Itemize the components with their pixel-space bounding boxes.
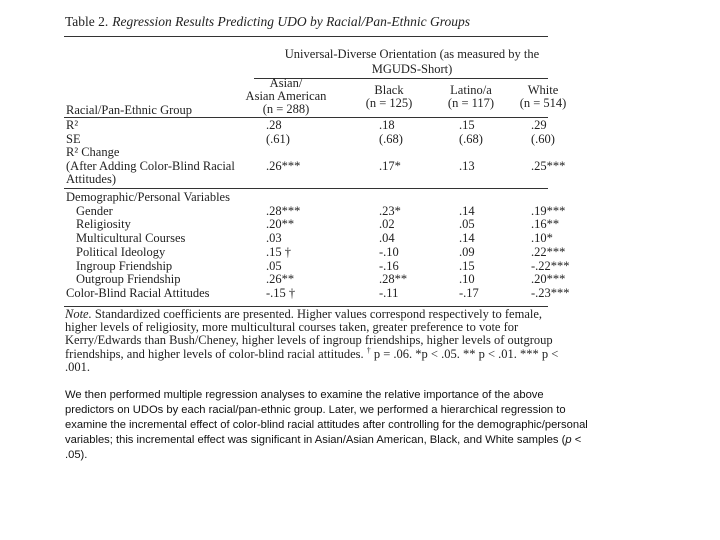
table-cell: (.68) [459,132,483,146]
table-caption [65,14,470,30]
table-cell: (.68) [379,132,403,146]
table-cell: -.22*** [531,259,570,273]
row-label: SE [66,132,81,146]
row-label: R² [66,118,79,132]
column-header: Latino/a (n = 117) [447,83,495,110]
header-rule [64,117,548,118]
table-cell: .26** [266,272,295,286]
table-cell: .20** [266,217,295,231]
dagger-symbol: † [366,345,371,355]
table-cell: .29 [531,118,547,132]
note-text: Standardized coefficients are presented. Higher values correspond respectively to female, higher levels of religiosity, more multicultural courses taken, greater preference to vote for Kerry/Edwards than Bush/Cheney, higher levels of ingroup friendships, higher levels of outgroup friendships, and higher levels of color-blind racial attitudes. [65,307,553,361]
table-cell: .22*** [531,245,566,259]
table-cell: -.16 [379,259,399,273]
note-label: Note. [65,307,92,321]
table-cell: .25*** [531,159,566,173]
table-cell: .10* [531,231,553,245]
table-cell: -.15 † [266,286,296,300]
table-cell: .28** [379,272,408,286]
body-paragraph: We then performed multiple regression analyses to examine the relative importance of the above predictors on UDOs by each racial/pan-ethnic group. Later, we performed a hierarchical regression to examine the incremental effect of color-blind racial attitudes after controlling for the demographic/personal variables; this incremental effect was significant in Asian/Asian American, Black, and White samples (p < .05). [65,389,588,461]
column-header: Black (n = 125) [365,83,413,110]
row-label: Gender [76,204,113,218]
spanner-header: Universal-Diverse Orientation (as measured by the MGUDS-Short) [284,47,540,76]
table-cell: .05 [459,217,475,231]
table-cell: .28*** [266,204,301,218]
table-top-rule [64,36,548,37]
table-cell: .15 [459,259,475,273]
table-cell: .16** [531,217,560,231]
table-cell: .14 [459,231,475,245]
table-cell: -.23*** [531,286,570,300]
table-cell: .20*** [531,272,566,286]
table-cell: .13 [459,159,475,173]
table-title: Regression Results Predicting UDO by Racial/Pan-Ethnic Groups [112,14,470,29]
table-cell: -.11 [379,286,399,300]
row-label: Demographic/Personal Variables [66,190,230,204]
row-label: R² Change [66,145,120,159]
section-rule [64,188,548,189]
row-label: Multicultural Courses [76,231,186,245]
table-cell: .19*** [531,204,566,218]
table-cell: .15 [459,118,475,132]
table-cell: -.17 [459,286,479,300]
table-cell: .23* [379,204,401,218]
table-cell: .03 [266,231,282,245]
table-cell: .09 [459,245,475,259]
table-number: Table 2. [65,14,109,29]
table-cell: .05 [266,259,282,273]
row-label: Outgroup Friendship [76,272,181,286]
row-header: Racial/Pan-Ethnic Group [66,103,193,117]
row-label: Ingroup Friendship [76,259,173,273]
table-cell: -.10 [379,245,399,259]
column-header: Asian/ Asian American (n = 288) [245,76,327,116]
table-cell: .18 [379,118,395,132]
table-cell: .02 [379,217,395,231]
row-label: (After Adding Color-Blind Racial [66,159,235,173]
row-label: Religiosity [76,217,131,231]
row-label: Political Ideology [76,245,166,259]
row-label: Color-Blind Racial Attitudes [66,286,210,300]
column-header: White (n = 514) [519,83,567,110]
row-label: Attitudes) [66,172,116,186]
significance-legend: p = .06. *p < .05. ** p < .01. *** p < .001. [65,346,559,374]
table-cell: .04 [379,231,395,245]
table-cell: .28 [266,118,282,132]
table-cell: .14 [459,204,475,218]
table-note [65,308,565,374]
table-cell: .26*** [266,159,301,173]
table-cell: (.60) [531,132,555,146]
table-cell: (.61) [266,132,290,146]
table-cell: .17* [379,159,401,173]
table-cell: .15 † [266,245,291,259]
table-cell: .10 [459,272,475,286]
